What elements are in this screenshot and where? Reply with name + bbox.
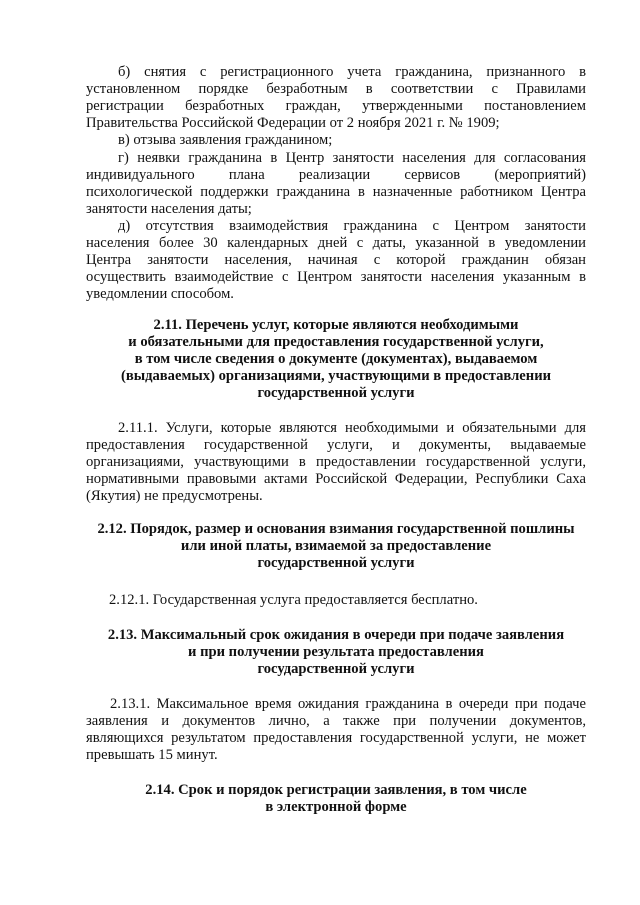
section-2-11-text-line-4: нормативными правовыми актами Российской Федерации, Республики Саха bbox=[86, 471, 586, 487]
paragraph-d-line-3: Центра занятости населения, начиная с которой гражданин обязан bbox=[86, 252, 586, 268]
section-2-12-heading-line-1: 2.12. Порядок, размер и основания взимания государственной пошлины bbox=[97, 521, 575, 537]
section-2-13-heading-line-1: 2.13. Максимальный срок ожидания в очереди при подаче заявления bbox=[107, 627, 565, 643]
paragraph-d-line-4: осуществить взаимодействие с Центром занятости населения указанным в bbox=[86, 269, 586, 285]
section-2-13-heading-line-3: государственной услуги bbox=[257, 661, 415, 677]
section-2-11-heading-line-3: в том числе сведения о документе (документах), выдаваемом bbox=[134, 351, 538, 367]
section-2-11-text-line-5: (Якутия) не предусмотрены. bbox=[86, 488, 263, 504]
paragraph-g-line-2: индивидуального плана реализации сервисов (мероприятий) bbox=[86, 167, 586, 183]
paragraph-v-line-1: в) отзыва заявления гражданином; bbox=[118, 132, 333, 148]
paragraph-b-line-3: регистрации безработных граждан, утвержденными постановлением bbox=[86, 98, 586, 114]
section-2-11-text-line-1: 2.11.1. Услуги, которые являются необходимыми и обязательными для bbox=[118, 420, 586, 436]
section-2-11-heading-line-2: и обязательными для предоставления государственной услуги, bbox=[128, 334, 544, 350]
paragraph-d-line-2: населения более 30 календарных дней с даты, указанной в уведомлении bbox=[86, 235, 586, 251]
section-2-11-text-line-2: предоставления государственной услуги, и документы, выдаваемые bbox=[86, 437, 586, 453]
section-2-12-text-line-1: 2.12.1. Государственная услуга предоставляется бесплатно. bbox=[109, 592, 478, 608]
paragraph-g-line-4: занятости населения даты; bbox=[86, 201, 252, 217]
section-2-14-heading-line-2: в электронной форме bbox=[265, 799, 407, 815]
paragraph-d-line-5: уведомлении способом. bbox=[86, 286, 234, 302]
section-2-11-heading-line-5: государственной услуги bbox=[257, 385, 415, 401]
paragraph-d-line-1: д) отсутствия взаимодействия гражданина с Центром занятости bbox=[118, 218, 586, 234]
section-2-12-heading-line-3: государственной услуги bbox=[257, 555, 415, 571]
paragraph-b-line-2: установленном порядке безработным в соответствии с Правилами bbox=[86, 81, 586, 97]
paragraph-g-line-1: г) неявки гражданина в Центр занятости населения для согласования bbox=[118, 150, 586, 166]
section-2-14-heading-line-1: 2.14. Срок и порядок регистрации заявления, в том числе bbox=[145, 782, 527, 798]
section-2-13-text-line-2: заявления и документов лично, а также при получении документов, bbox=[86, 713, 586, 729]
section-2-11-heading-line-4: (выдаваемых) организациями, участвующими в предоставлении bbox=[120, 368, 552, 384]
section-2-13-heading-line-2: и при получении результата предоставления bbox=[188, 644, 484, 660]
section-2-13-text-line-4: превышать 15 минут. bbox=[86, 747, 218, 763]
paragraph-g-line-3: психологической поддержки гражданина в назначенные работником Центра bbox=[86, 184, 586, 200]
paragraph-b-line-4: Правительства Российской Федерации от 2 ноября 2021 г. № 1909; bbox=[86, 115, 500, 131]
section-2-11-text-line-3: организациями, участвующими в предоставлении государственной услуги, bbox=[86, 454, 586, 470]
section-2-13-text-line-1: 2.13.1. Максимальное время ожидания гражданина в очереди при подаче bbox=[110, 696, 586, 712]
section-2-12-heading-line-2: или иной платы, взимаемой за предоставление bbox=[180, 538, 492, 554]
section-2-13-text-line-3: являющихся результатом предоставления государственной услуги, не может bbox=[86, 730, 586, 746]
paragraph-b-line-1: б) снятия с регистрационного учета гражданина, признанного в bbox=[118, 64, 586, 80]
section-2-11-heading-line-1: 2.11. Перечень услуг, которые являются необходимыми bbox=[153, 317, 519, 333]
